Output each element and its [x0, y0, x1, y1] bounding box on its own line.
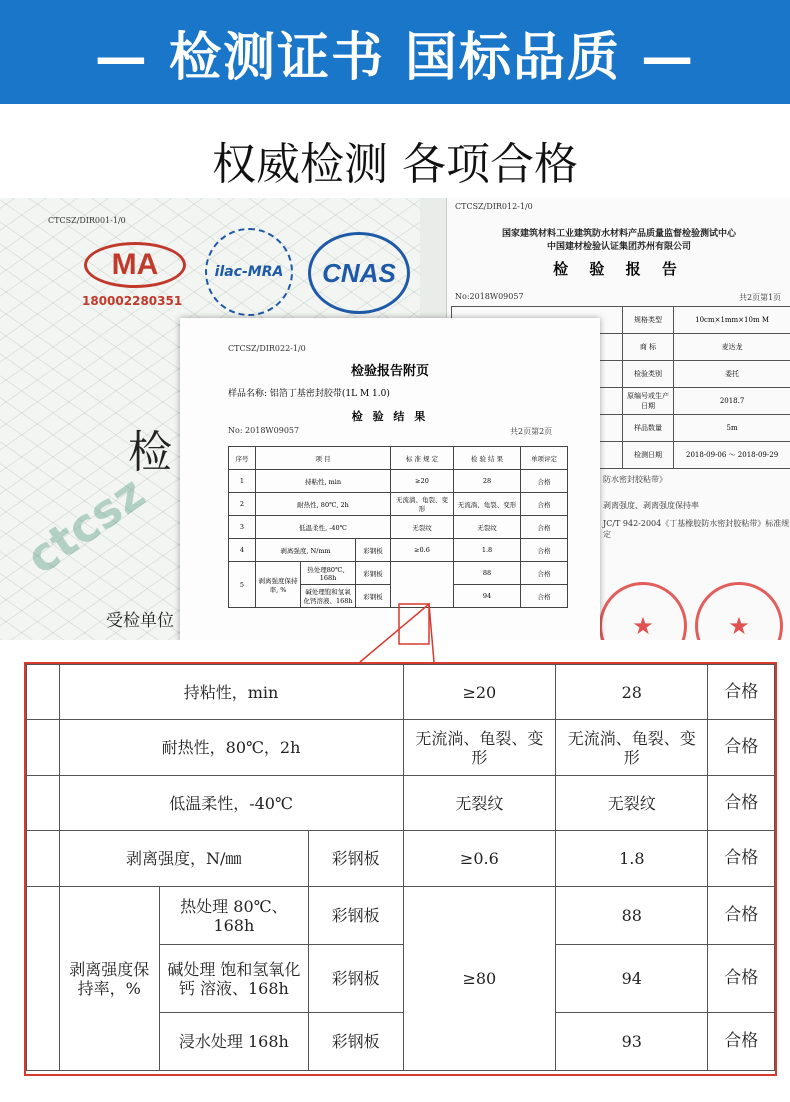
ilac-mra-logo — [205, 228, 293, 316]
cell: 94 — [454, 585, 521, 608]
org-line1: 国家建筑材料工业建筑防水材料产品质量监督检验测试中心 — [501, 229, 736, 239]
cell-item: 持粘性，min — [59, 665, 403, 720]
table-row — [27, 887, 775, 945]
cell-material: 彩钢板 — [308, 1013, 403, 1071]
table-row — [229, 539, 568, 562]
cell-res: 28 — [556, 665, 708, 720]
cell: 合格 — [521, 562, 568, 585]
cell: 5 — [229, 562, 256, 608]
cell-condition: 浸水处理 168h — [159, 1013, 308, 1071]
cell-res: 93 — [556, 1013, 708, 1071]
right-note3: JC/T 942-2004《丁基橡胶防水密封胶粘带》标准规定 — [603, 519, 790, 539]
left-cert-char: 检 — [128, 427, 172, 478]
cell-res: 1.8 — [556, 831, 708, 887]
cell-eval: 合格 — [708, 720, 775, 776]
cell-std: ≥80 — [403, 887, 556, 1071]
th-res: 检 验 结 果 — [454, 447, 521, 470]
cell-group: 剥离强度保持率，% — [59, 887, 159, 1071]
info-value: 5m — [674, 415, 790, 442]
table-row — [27, 720, 775, 776]
info-value: 2018-09-06 ～ 2018-09-29 — [674, 442, 790, 469]
cell-material: 彩钢板 — [308, 831, 403, 887]
th-item: 项 目 — [256, 447, 391, 470]
cell: ≥20 — [391, 470, 454, 493]
cell: 热处理80℃、168h — [301, 562, 356, 585]
cell: 28 — [454, 470, 521, 493]
red-seal: ★ — [599, 582, 687, 640]
right-report-no: No:2018W09057 — [455, 292, 524, 301]
right-cert-title: 检 验 报 告 — [553, 260, 685, 278]
right-page-no: 共2页第1页 — [739, 293, 782, 302]
cell-std: ≥20 — [403, 665, 556, 720]
mid-results-heading: 检 验 结 果 — [351, 410, 429, 423]
cell: 无流淌、龟裂、变形 — [391, 493, 454, 516]
cell-eval: 合格 — [708, 945, 775, 1013]
info-value: 10cm×1mm×10m M — [674, 307, 790, 334]
cell-eval: 合格 — [708, 665, 775, 720]
right-cert-code: CTCSZ/DIR012-1/0 — [455, 202, 533, 211]
cell: 彩钢板 — [356, 539, 391, 562]
cell-std: 无裂纹 — [403, 776, 556, 831]
cell: 耐热性, 80℃, 2h — [256, 493, 391, 516]
org-line2: 中国建材检验认证集团苏州有限公司 — [546, 242, 691, 252]
cell: 彩钢板 — [356, 562, 391, 585]
banner-title: — 检测证书 国标品质 — — [94, 27, 696, 88]
cell: 剥离强度保持率, % — [256, 562, 301, 608]
table-row — [229, 493, 568, 516]
zoomed-results-table — [24, 662, 777, 1076]
table-row — [229, 516, 568, 539]
mid-report-no: No: 2018W09057 — [228, 426, 300, 435]
info-label: 商 标 — [622, 334, 673, 361]
cell: 彩钢板 — [356, 585, 391, 608]
cell: ≥0.6 — [391, 539, 454, 562]
table-row — [229, 562, 568, 585]
cell-material: 彩钢板 — [308, 945, 403, 1013]
cell-res: 无流淌、龟裂、变形 — [556, 720, 708, 776]
cell: 合格 — [521, 516, 568, 539]
cell-condition: 碱处理 饱和氢氧化钙 溶液、168h — [159, 945, 308, 1013]
cell: 2 — [229, 493, 256, 516]
mid-sample-name: 样品名称: 铝箔丁基密封胶带(1L M 1.0) — [228, 389, 390, 399]
mid-cert-code: CTCSZ/DIR022-1/0 — [228, 344, 306, 353]
right-note1: 防水密封胶粘带》 — [603, 475, 667, 484]
results-table — [26, 664, 775, 1071]
cell-item: 剥离强度，N/㎜ — [59, 831, 308, 887]
cma-logo — [84, 242, 186, 288]
info-value: 委托 — [674, 361, 790, 388]
cell-item: 耐热性，80℃，2h — [59, 720, 403, 776]
info-label: 样品数量 — [622, 415, 673, 442]
th-eval: 单项评定 — [521, 447, 568, 470]
info-label: 规格类型 — [622, 307, 673, 334]
info-label: 检验类别 — [622, 361, 673, 388]
cma-text: MA — [111, 248, 159, 281]
cell-eval: 合格 — [708, 776, 775, 831]
ilac-text: ilac-MRA — [214, 264, 284, 280]
mid-results-table — [228, 446, 568, 608]
cnas-logo — [308, 232, 410, 314]
cell-material: 彩钢板 — [308, 887, 403, 945]
page-subtitle: 权威检测 各项合格 — [212, 139, 578, 190]
info-value: 麦达龙 — [674, 334, 790, 361]
cell-eval: 合格 — [708, 1013, 775, 1071]
info-value: 2018.7 — [674, 388, 790, 415]
info-label: 原编号或生产日期 — [622, 388, 673, 415]
cell: 合格 — [521, 585, 568, 608]
cnas-text: CNAS — [322, 257, 396, 288]
th-std: 标 准 规 定 — [391, 447, 454, 470]
cell-res: 94 — [556, 945, 708, 1013]
info-label: 检测日期 — [622, 442, 673, 469]
cell-std: ≥0.6 — [403, 831, 556, 887]
ctcsz-watermark: ctcsz — [16, 465, 155, 585]
cell: 无裂纹 — [391, 516, 454, 539]
cell: 低温柔性, -40℃ — [256, 516, 391, 539]
red-seal: ★ — [695, 582, 783, 640]
cell: 无裂纹 — [454, 516, 521, 539]
header-banner — [0, 0, 790, 104]
cell-std: 无流淌、龟裂、变形 — [403, 720, 556, 776]
th-no: 序号 — [229, 447, 256, 470]
table-row — [27, 831, 775, 887]
cell: 合格 — [521, 470, 568, 493]
cell: 合格 — [521, 493, 568, 516]
table-row — [27, 776, 775, 831]
cell-item: 低温柔性，-40℃ — [59, 776, 403, 831]
right-cert-org — [447, 228, 790, 254]
cell: 剥离强度, N/mm — [256, 539, 356, 562]
mid-page-no: 共2页第2页 — [510, 427, 553, 436]
cell-res: 88 — [556, 887, 708, 945]
inspected-unit-label: 受检单位 — [106, 611, 174, 631]
cell-eval: 合格 — [708, 831, 775, 887]
cell-eval: 合格 — [708, 887, 775, 945]
cell: 碱处理饱和氢氧化钙溶液、168h — [301, 585, 356, 608]
cell: 1.8 — [454, 539, 521, 562]
certificate-photo — [0, 198, 790, 640]
cell-res: 无裂纹 — [556, 776, 708, 831]
cell: 4 — [229, 539, 256, 562]
left-cert-code: CTCSZ/DIR001-1/0 — [48, 216, 126, 225]
cell: 合格 — [521, 539, 568, 562]
mid-cert-title: 检验报告附页 — [350, 364, 429, 379]
cell: 1 — [229, 470, 256, 493]
cell: 88 — [454, 562, 521, 585]
table-row — [27, 665, 775, 720]
cell: 持粘性, min — [256, 470, 391, 493]
cell: 无流淌、龟裂、变形 — [454, 493, 521, 516]
table-row — [229, 470, 568, 493]
cell: 3 — [229, 516, 256, 539]
inspection-report-appendix — [180, 318, 600, 640]
cma-number: 180002280351 — [82, 294, 183, 308]
right-note2: 剥离强度、剥离强度保持率 — [603, 501, 699, 510]
cell-condition: 热处理 80℃、168h — [159, 887, 308, 945]
